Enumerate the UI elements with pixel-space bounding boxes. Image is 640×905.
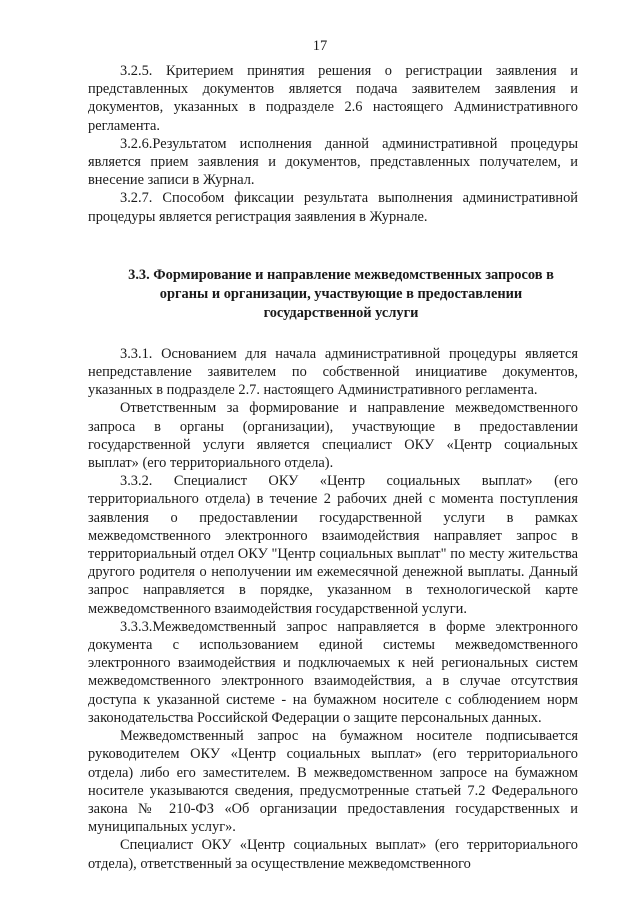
paragraph-specialist: Специалист ОКУ «Центр социальных выплат» (его территориального отдела), ответственный за осуществление межведомственного [88,837,578,872]
page-content [88,62,578,873]
paragraph-3-2-6: 3.2.6.Результатом исполнения данной административной процедуры является прием заявления и документов, представленных получателем, и внесение записи в Журнал. [88,135,578,189]
paragraph-3-3-1: 3.3.1. Основанием для начала административной процедуры является непредставление заявителем по собственной инициативе документов, указанных в подразделе 2.7. настоящего Административного регламента. [88,345,578,399]
page-number: 17 [312,38,328,54]
paragraph-3-3-3: 3.3.3.Межведомственный запрос направляется в форме электронного документа с использованием единой системы межведомственного электронного взаимодействия и подключаемых к ней региональных систем межведомственного электронного взаимодействия, а в случае отсутствия доступа к указанной системе - на бумажном носителе с соблюдением норм законодательства Российской Федерации о защите персональных данных. [88,618,578,726]
heading-line-2: органы и организации, участвующие в предоставлении [159,285,523,302]
paragraph-3-2-7: 3.2.7. Способом фиксации результата выполнения административной процедуры является регистрация заявления в Журнале. [88,190,578,225]
heading-line-1: 3.3. Формирование и направление межведомственных запросов в [128,266,554,283]
paragraph-3-2-5: 3.2.5. Критерием принятия решения о регистрации заявления и представленных документов является подача заявителем заявления и документов, указанных в подразделе 2.6 настоящего Административного регламента. [88,63,578,134]
paragraph-responsible: Ответственным за формирование и направление межведомственного запроса в органы (организации), участвующие в предоставлении государственной услуги является специалист ОКУ «Центр социальных выплат» (его территориального отдела). [88,400,578,472]
paragraph-paper-request: Межведомственный запрос на бумажном носителе подписывается руководителем ОКУ «Центр социальных выплат» (его территориального отдела) либо его заместителем. В межведомственном запросе на бумажном носителе указываются сведения, предусмотренные статьей 7.2 Федерального закона № 210-ФЗ «Об организации предоставления государственных и муниципальных услуг». [88,728,578,836]
section-heading-3-3 [88,266,578,323]
heading-line-3: государственной услуги [263,304,419,321]
paragraph-3-3-2: 3.3.2. Специалист ОКУ «Центр социальных выплат» (его территориального отдела) в течение 2 рабочих дней с момента поступления заявления о предоставлении государственной услуги в рамках межведомственного электронного взаимодействия направляет запрос в территориальный отдел ОКУ "Центр социальных выплат" по месту жительства другого родителя о неполучении им ежемесячной денежной выплаты. Данный запрос направляется в порядке, указанном в технологической карте межведомственного взаимодействия государственной услуги. [88,473,578,617]
